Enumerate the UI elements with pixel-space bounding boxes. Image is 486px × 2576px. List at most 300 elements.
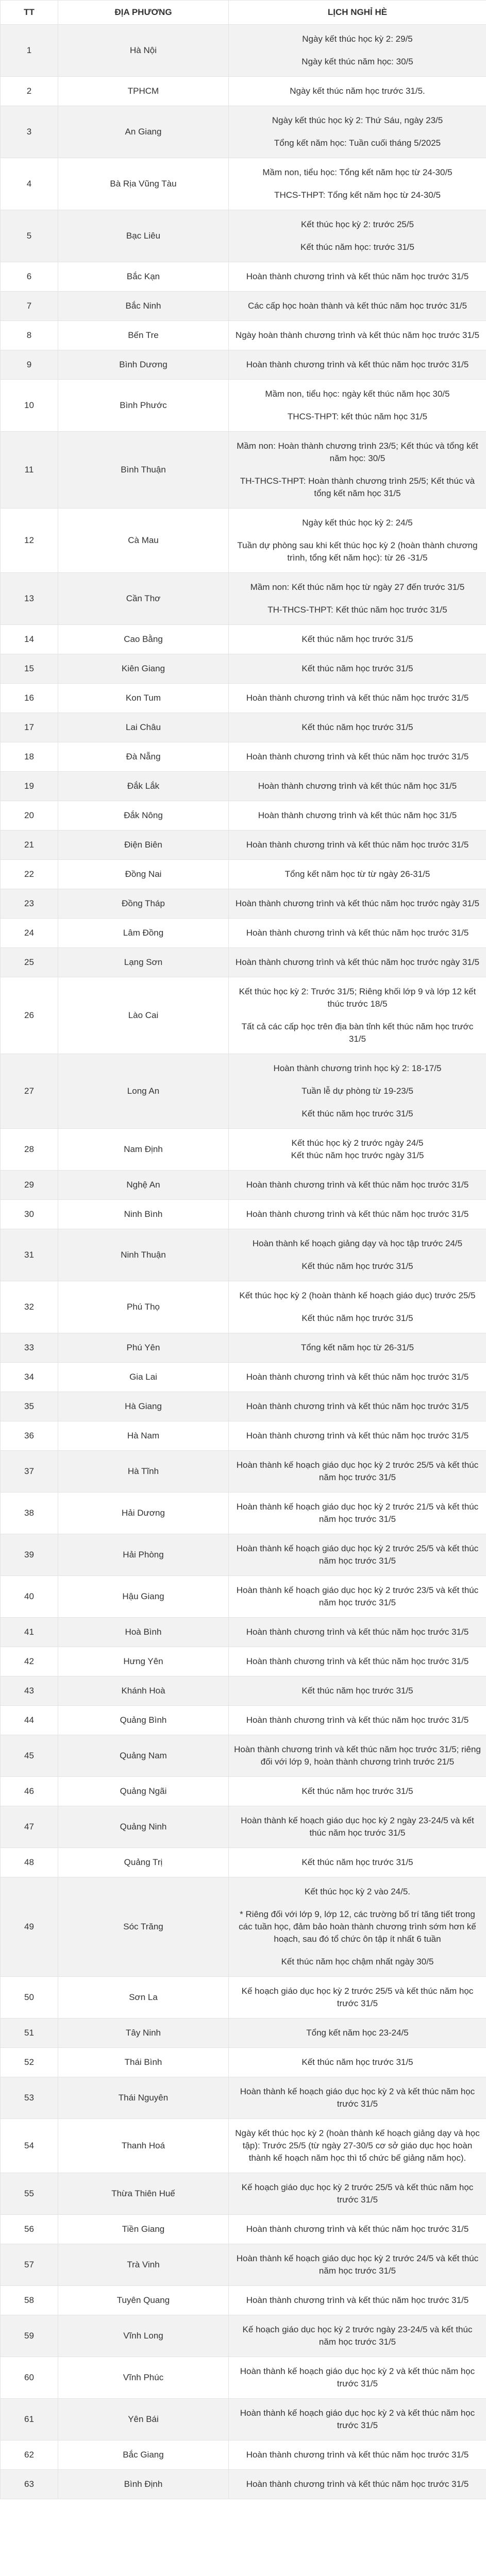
row-place: Bình Định <box>58 2470 229 2499</box>
row-place: Bến Tre <box>58 321 229 350</box>
row-place: Bình Dương <box>58 350 229 380</box>
table-row <box>1 1451 486 1493</box>
row-place: Quảng Bình <box>58 1706 229 1735</box>
row-number: 22 <box>1 860 58 889</box>
table-row <box>1 801 486 831</box>
row-place: Hậu Giang <box>58 1576 229 1618</box>
schedule-note: Kết thúc năm học trước 31/5 <box>301 1786 413 1796</box>
table-row <box>1 1618 486 1647</box>
schedule-note: Tất cả các cấp học trên địa bàn tỉnh kết thúc năm học trước 31/5 <box>241 1022 474 1044</box>
row-schedule <box>229 625 486 654</box>
table-row <box>1 860 486 889</box>
table-row <box>1 889 486 919</box>
schedule-note: THCS-THPT: Tổng kết năm học từ 24-30/5 <box>274 190 441 200</box>
schedule-note: Hoàn thành kế hoạch giáo dục học kỳ 2 trước 24/5 và kết thúc năm học trước 31/5 <box>236 2253 479 2276</box>
row-number: 16 <box>1 684 58 713</box>
row-schedule <box>229 25 486 77</box>
row-schedule <box>229 1706 486 1735</box>
schedule-note: Kết thúc năm học trước 31/5 <box>301 1313 413 1323</box>
schedule-note: Kết thúc năm học trước 31/5 <box>301 1686 413 1696</box>
row-place: Lai Châu <box>58 713 229 742</box>
row-place: Ninh Bình <box>58 1200 229 1229</box>
row-place: Hà Tĩnh <box>58 1451 229 1493</box>
row-number: 62 <box>1 2441 58 2470</box>
row-schedule <box>229 1735 486 1777</box>
schedule-note: Hoàn thành kế hoạch giáo dục học kỳ 2 trước 25/5 và kết thúc năm học trước 31/5 <box>236 1544 479 1566</box>
row-place: Thừa Thiên Huế <box>58 2173 229 2215</box>
row-schedule <box>229 889 486 919</box>
table-row <box>1 1363 486 1392</box>
schedule-note: Kết thúc năm học trước 31/5 <box>301 722 413 732</box>
row-number: 33 <box>1 1333 58 1363</box>
row-place: Quảng Nam <box>58 1735 229 1777</box>
row-number: 63 <box>1 2470 58 2499</box>
table-row <box>1 350 486 380</box>
row-schedule <box>229 350 486 380</box>
schedule-note: Mầm non, tiểu học: Tổng kết năm học từ 24-30/5 <box>262 167 453 177</box>
row-place: An Giang <box>58 106 229 158</box>
row-number: 36 <box>1 1421 58 1451</box>
row-place: Phú Yên <box>58 1333 229 1363</box>
table-row <box>1 210 486 262</box>
schedule-note: TH-THCS-THPT: Hoàn thành chương trình 25/5; Kết thúc và tổng kết năm học 31/5 <box>240 476 475 498</box>
schedule-note: Kết thúc năm học trước 31/5 <box>301 1857 413 1867</box>
table-row <box>1 380 486 432</box>
row-place: Bình Thuận <box>58 432 229 509</box>
row-number: 38 <box>1 1493 58 1534</box>
header-place: ĐỊA PHƯƠNG <box>58 1 229 25</box>
schedule-note: Ngày kết thúc học kỳ 2 (hoàn thành kế hoạch giảng dạy và học tập): Trước 25/5 (từ ngày 27-30/5 cơ sở giáo dục học hoàn thành kế hoạch năm học thì tổ chức bế giảng năm học). <box>235 2128 480 2163</box>
table-row <box>1 573 486 625</box>
row-schedule <box>229 1977 486 2019</box>
table-row <box>1 2315 486 2357</box>
row-schedule <box>229 2357 486 2399</box>
row-schedule <box>229 1777 486 1806</box>
schedule-note: Hoàn thành chương trình học kỳ 2: 18-17/5 <box>273 1063 442 1073</box>
table-row <box>1 25 486 77</box>
table-row <box>1 1848 486 1877</box>
row-place: Hải Dương <box>58 1493 229 1534</box>
table-row <box>1 2215 486 2244</box>
schedule-note: Hoàn thành chương trình và kết thúc năm học trước 31/5 <box>246 272 469 281</box>
row-number: 13 <box>1 573 58 625</box>
row-place: Hà Nam <box>58 1421 229 1451</box>
row-schedule <box>229 860 486 889</box>
schedule-note: Hoàn thành kế hoạch giáo dục học kỳ 2 ngày 23-24/5 và kết thúc năm học trước 31/5 <box>241 1816 474 1838</box>
table-row <box>1 1129 486 1171</box>
row-schedule <box>229 742 486 772</box>
row-place: Phú Thọ <box>58 1281 229 1333</box>
table-row <box>1 1706 486 1735</box>
row-schedule <box>229 1363 486 1392</box>
table-row <box>1 948 486 977</box>
row-schedule <box>229 1392 486 1421</box>
table-row <box>1 2286 486 2315</box>
row-schedule <box>229 2048 486 2077</box>
row-number: 27 <box>1 1054 58 1129</box>
row-number: 24 <box>1 919 58 948</box>
schedule-note: Kết thúc học kỳ 2 trước ngày 24/5 Kết thúc năm học trước ngày 31/5 <box>291 1138 424 1160</box>
row-place: Hải Phòng <box>58 1534 229 1576</box>
table-row <box>1 1229 486 1281</box>
row-number: 50 <box>1 1977 58 2019</box>
schedule-note: Hoàn thành chương trình và kết thúc năm học trước 31/5 <box>246 693 469 703</box>
row-schedule <box>229 2173 486 2215</box>
row-number: 5 <box>1 210 58 262</box>
schedule-note: Tuần lễ dự phòng từ 19-23/5 <box>301 1086 413 1096</box>
row-schedule <box>229 1676 486 1706</box>
row-place: Đồng Nai <box>58 860 229 889</box>
row-schedule <box>229 684 486 713</box>
schedule-note: Kết thúc học kỳ 2: trước 25/5 <box>300 219 414 229</box>
schedule-note: Hoàn thành kế hoạch giáo dục học kỳ 2 và kết thúc năm học trước 31/5 <box>240 2366 475 2388</box>
row-place: Hà Nội <box>58 25 229 77</box>
row-schedule <box>229 77 486 106</box>
schedule-note: Hoàn thành chương trình và kết thúc năm học trước 31/5 <box>246 2224 469 2234</box>
row-schedule <box>229 1576 486 1618</box>
table-row <box>1 509 486 573</box>
schedule-note: Hoàn thành chương trình và kết thúc năm học trước 31/5 <box>246 1715 469 1725</box>
row-place: Tây Ninh <box>58 2019 229 2048</box>
row-number: 15 <box>1 654 58 684</box>
row-place: Hoà Bình <box>58 1618 229 1647</box>
row-schedule <box>229 1534 486 1576</box>
row-number: 40 <box>1 1576 58 1618</box>
row-place: Khánh Hoà <box>58 1676 229 1706</box>
row-place: Tuyên Quang <box>58 2286 229 2315</box>
row-place: Hưng Yên <box>58 1647 229 1676</box>
table-row <box>1 1806 486 1848</box>
row-schedule <box>229 1877 486 1977</box>
table-row <box>1 2048 486 2077</box>
row-schedule <box>229 292 486 321</box>
schedule-note: Hoàn thành kế hoạch giáo dục học kỳ 2 và kết thúc năm học trước 31/5 <box>240 2087 475 2109</box>
table-row <box>1 1421 486 1451</box>
row-number: 37 <box>1 1451 58 1493</box>
row-number: 57 <box>1 2244 58 2286</box>
row-number: 42 <box>1 1647 58 1676</box>
row-number: 1 <box>1 25 58 77</box>
row-schedule <box>229 948 486 977</box>
row-place: Cà Mau <box>58 509 229 573</box>
schedule-note: Ngày kết thúc năm học trước 31/5. <box>290 86 425 96</box>
schedule-note: Tổng kết năm học từ 26-31/5 <box>300 1343 414 1352</box>
schedule-note: Hoàn thành chương trình và kết thúc năm học 31/5 <box>258 781 457 791</box>
row-number: 25 <box>1 948 58 977</box>
row-number: 28 <box>1 1129 58 1171</box>
row-number: 39 <box>1 1534 58 1576</box>
table-row <box>1 1493 486 1534</box>
row-schedule <box>229 1054 486 1129</box>
row-schedule <box>229 2019 486 2048</box>
table-row <box>1 919 486 948</box>
row-schedule <box>229 321 486 350</box>
table-row <box>1 1777 486 1806</box>
row-place: Thái Nguyên <box>58 2077 229 2119</box>
table-row <box>1 262 486 292</box>
row-place: Lào Cai <box>58 977 229 1054</box>
row-place: Thái Bình <box>58 2048 229 2077</box>
row-number: 17 <box>1 713 58 742</box>
schedule-note: Các cấp học hoàn thành và kết thúc năm học trước 31/5 <box>247 301 467 311</box>
row-schedule <box>229 2441 486 2470</box>
schedule-note: Kế hoạch giáo dục học kỳ 2 trước 25/5 và kết thúc năm học trước 31/5 <box>241 2182 474 2205</box>
row-schedule <box>229 713 486 742</box>
row-number: 11 <box>1 432 58 509</box>
row-schedule <box>229 654 486 684</box>
row-place: Kon Tum <box>58 684 229 713</box>
row-place: Bắc Kạn <box>58 262 229 292</box>
table-row <box>1 77 486 106</box>
table-row <box>1 713 486 742</box>
schedule-note: Hoàn thành chương trình và kết thúc năm học trước 31/5; riêng đối với lớp 9, hoàn thành chương trình trước 21/5 <box>234 1744 481 1767</box>
row-number: 14 <box>1 625 58 654</box>
row-number: 9 <box>1 350 58 380</box>
row-place: Sóc Trăng <box>58 1877 229 1977</box>
schedule-note: Hoàn thành chương trình và kết thúc năm học trước 31/5 <box>246 752 469 761</box>
row-number: 32 <box>1 1281 58 1333</box>
row-place: Vĩnh Long <box>58 2315 229 2357</box>
row-number: 7 <box>1 292 58 321</box>
table-row <box>1 1534 486 1576</box>
table-row <box>1 1676 486 1706</box>
row-place: Vĩnh Phúc <box>58 2357 229 2399</box>
schedule-note: Hoàn thành chương trình và kết thúc năm học trước 31/5 <box>246 1372 469 1382</box>
row-place: Thanh Hoá <box>58 2119 229 2173</box>
row-place: Nam Định <box>58 1129 229 1171</box>
table-row <box>1 684 486 713</box>
row-number: 47 <box>1 1806 58 1848</box>
table-row <box>1 1735 486 1777</box>
row-place: TPHCM <box>58 77 229 106</box>
table-row <box>1 1281 486 1333</box>
row-number: 19 <box>1 772 58 801</box>
schedule-note: Hoàn thành kế hoạch giảng dạy và học tập trước 24/5 <box>252 1239 463 1248</box>
table-row <box>1 977 486 1054</box>
row-number: 45 <box>1 1735 58 1777</box>
schedule-note: Ngày kết thúc học kỳ 2: Thứ Sáu, ngày 23/5 <box>272 115 443 125</box>
table-row <box>1 1977 486 2019</box>
row-number: 4 <box>1 158 58 210</box>
row-schedule <box>229 509 486 573</box>
row-schedule <box>229 1129 486 1171</box>
schedule-note: Hoàn thành kế hoạch giáo dục học kỳ 2 trước 21/5 và kết thúc năm học trước 31/5 <box>236 1502 479 1524</box>
row-place: Quảng Trị <box>58 1848 229 1877</box>
row-schedule <box>229 106 486 158</box>
table-row <box>1 2244 486 2286</box>
row-schedule <box>229 1451 486 1493</box>
row-number: 34 <box>1 1363 58 1392</box>
schedule-note: Hoàn thành chương trình và kết thúc năm học trước 31/5 <box>246 840 469 850</box>
row-number: 10 <box>1 380 58 432</box>
schedule-note: Hoàn thành chương trình và kết thúc năm học trước 31/5 <box>246 360 469 369</box>
row-place: Đắk Lắk <box>58 772 229 801</box>
schedule-note: Hoàn thành chương trình và kết thúc năm học trước 31/5 <box>246 928 469 938</box>
table-row <box>1 2399 486 2441</box>
table-row <box>1 742 486 772</box>
row-place: Quảng Ninh <box>58 1806 229 1848</box>
row-schedule <box>229 262 486 292</box>
schedule-note: Kết thúc năm học trước 31/5 <box>301 1109 413 1118</box>
row-schedule <box>229 1848 486 1877</box>
row-schedule <box>229 1806 486 1848</box>
row-number: 44 <box>1 1706 58 1735</box>
row-schedule <box>229 2315 486 2357</box>
schedule-note: Kết thúc năm học trước 31/5 <box>301 2057 413 2067</box>
schedule-note: Mầm non: Kết thúc năm học từ ngày 27 đến trước 31/5 <box>250 582 465 592</box>
table-row <box>1 1877 486 1977</box>
row-number: 61 <box>1 2399 58 2441</box>
row-place: Yên Bái <box>58 2399 229 2441</box>
schedule-note: Kết thúc học kỳ 2: Trước 31/5; Riêng khối lớp 9 và lớp 12 kết thúc trước 18/5 <box>239 987 476 1009</box>
row-number: 12 <box>1 509 58 573</box>
row-place: Long An <box>58 1054 229 1129</box>
schedule-note: Hoàn thành chương trình và kết thúc năm học trước 31/5 <box>246 1209 469 1219</box>
row-schedule <box>229 1281 486 1333</box>
row-schedule <box>229 2077 486 2119</box>
header-tt: TT <box>1 1 58 25</box>
schedule-note: Tổng kết năm học: Tuần cuối tháng 5/2025 <box>274 138 441 148</box>
row-number: 30 <box>1 1200 58 1229</box>
table-row <box>1 1392 486 1421</box>
table-row <box>1 772 486 801</box>
row-schedule <box>229 2215 486 2244</box>
row-place: Bắc Ninh <box>58 292 229 321</box>
row-place: Lâm Đồng <box>58 919 229 948</box>
table-row <box>1 1171 486 1200</box>
row-schedule <box>229 573 486 625</box>
row-place: Trà Vinh <box>58 2244 229 2286</box>
row-schedule <box>229 1421 486 1451</box>
schedule-note: Hoàn thành chương trình và kết thúc năm học trước 31/5 <box>246 2295 469 2305</box>
row-place: Hà Giang <box>58 1392 229 1421</box>
row-number: 31 <box>1 1229 58 1281</box>
schedule-note: Hoàn thành chương trình và kết thúc năm học trước 31/5 <box>246 2479 469 2489</box>
row-place: Cần Thơ <box>58 573 229 625</box>
row-schedule <box>229 977 486 1054</box>
header-schedule: LỊCH NGHỈ HÈ <box>229 1 486 25</box>
row-schedule <box>229 1229 486 1281</box>
schedule-note: Kết thúc năm học trước 31/5 <box>301 1261 413 1271</box>
row-place: Sơn La <box>58 1977 229 2019</box>
schedule-note: Kế hoạch giáo dục học kỳ 2 trước 25/5 và kết thúc năm học trước 31/5 <box>241 1986 474 2008</box>
row-place: Quảng Ngãi <box>58 1777 229 1806</box>
schedule-note: Ngày kết thúc học kỳ 2: 24/5 <box>302 518 413 528</box>
schedule-note: Tổng kết năm học 23-24/5 <box>306 2028 409 2038</box>
row-number: 3 <box>1 106 58 158</box>
row-number: 23 <box>1 889 58 919</box>
schedule-note: Tổng kết năm học từ từ ngày 26-31/5 <box>284 869 430 879</box>
row-place: Kiên Giang <box>58 654 229 684</box>
row-schedule <box>229 1200 486 1229</box>
schedule-note: Hoàn thành chương trình và kết thúc năm học trước 31/5 <box>246 1431 469 1440</box>
row-number: 8 <box>1 321 58 350</box>
schedule-note: Hoàn thành chương trình và kết thúc năm học trước 31/5 <box>246 1401 469 1411</box>
row-schedule <box>229 2399 486 2441</box>
row-schedule <box>229 831 486 860</box>
row-place: Cao Bằng <box>58 625 229 654</box>
schedule-note: Mầm non, tiểu học: ngày kết thúc năm học 30/5 <box>265 389 450 399</box>
table-row <box>1 158 486 210</box>
schedule-note: TH-THCS-THPT: Kết thúc năm học trước 31/5 <box>267 605 447 615</box>
table-row <box>1 2119 486 2173</box>
schedule-note: * Riêng đối với lớp 9, lớp 12, các trường bố trí tăng tiết trong các tuần học, đảm bảo hoàn thành chương trình sớm hơn kế hoạch, sau đó tổ chức ôn tập ít nhất 6 tuần <box>239 1909 476 1944</box>
row-place: Đà Nẵng <box>58 742 229 772</box>
row-number: 20 <box>1 801 58 831</box>
row-schedule <box>229 801 486 831</box>
table-header-row <box>1 1 486 25</box>
row-number: 35 <box>1 1392 58 1421</box>
row-schedule <box>229 432 486 509</box>
table-row <box>1 2470 486 2499</box>
row-schedule <box>229 210 486 262</box>
row-number: 21 <box>1 831 58 860</box>
table-row <box>1 654 486 684</box>
schedule-note: Kết thúc học kỳ 2 vào 24/5. <box>304 1887 411 1896</box>
schedule-note: Hoàn thành chương trình và kết thúc năm học 31/5 <box>258 810 457 820</box>
table-row <box>1 1647 486 1676</box>
row-number: 18 <box>1 742 58 772</box>
schedule-note: Kế hoạch giáo dục học kỳ 2 trước ngày 23-24/5 và kết thúc năm học trước 31/5 <box>242 2325 473 2347</box>
row-number: 60 <box>1 2357 58 2399</box>
table-row <box>1 831 486 860</box>
row-number: 2 <box>1 77 58 106</box>
row-schedule <box>229 2286 486 2315</box>
schedule-note: Hoàn thành kế hoạch giáo dục học kỳ 2 trước 25/5 và kết thúc năm học trước 31/5 <box>236 1460 479 1482</box>
table-row <box>1 2077 486 2119</box>
row-place: Bà Rịa Vũng Tàu <box>58 158 229 210</box>
row-place: Nghệ An <box>58 1171 229 1200</box>
row-schedule <box>229 158 486 210</box>
row-schedule <box>229 1618 486 1647</box>
row-number: 29 <box>1 1171 58 1200</box>
schedule-note: Kết thúc học kỳ 2 (hoàn thành kế hoạch giáo dục) trước 25/5 <box>239 1291 476 1300</box>
row-schedule <box>229 380 486 432</box>
row-number: 51 <box>1 2019 58 2048</box>
row-place: Lạng Sơn <box>58 948 229 977</box>
schedule-note: Ngày kết thúc học kỳ 2: 29/5 <box>302 34 413 44</box>
schedule-note: Hoàn thành chương trình và kết thúc năm học trước ngày 31/5 <box>235 899 480 908</box>
table-row <box>1 2357 486 2399</box>
table-row <box>1 2173 486 2215</box>
row-number: 54 <box>1 2119 58 2173</box>
schedule-note: Ngày kết thúc năm học: 30/5 <box>301 57 413 66</box>
row-place: Đồng Tháp <box>58 889 229 919</box>
table-row <box>1 321 486 350</box>
row-place: Bình Phước <box>58 380 229 432</box>
row-number: 58 <box>1 2286 58 2315</box>
row-schedule <box>229 1493 486 1534</box>
row-schedule <box>229 1171 486 1200</box>
table-row <box>1 432 486 509</box>
row-number: 26 <box>1 977 58 1054</box>
row-number: 49 <box>1 1877 58 1977</box>
row-number: 48 <box>1 1848 58 1877</box>
row-number: 41 <box>1 1618 58 1647</box>
row-number: 52 <box>1 2048 58 2077</box>
schedule-note: Hoàn thành chương trình và kết thúc năm học trước 31/5 <box>246 1656 469 1666</box>
row-place: Bạc Liêu <box>58 210 229 262</box>
schedule-note: Mầm non: Hoàn thành chương trình 23/5; Kết thúc và tổng kết năm học: 30/5 <box>237 441 478 463</box>
row-number: 6 <box>1 262 58 292</box>
row-place: Ninh Thuận <box>58 1229 229 1281</box>
row-number: 56 <box>1 2215 58 2244</box>
schedule-note: Hoàn thành chương trình và kết thúc năm học trước 31/5 <box>246 1180 469 1190</box>
row-number: 59 <box>1 2315 58 2357</box>
schedule-note: THCS-THPT: kết thúc năm học 31/5 <box>287 412 428 421</box>
schedule-note: Kết thúc năm học trước 31/5 <box>301 664 413 673</box>
row-place: Bắc Giang <box>58 2441 229 2470</box>
